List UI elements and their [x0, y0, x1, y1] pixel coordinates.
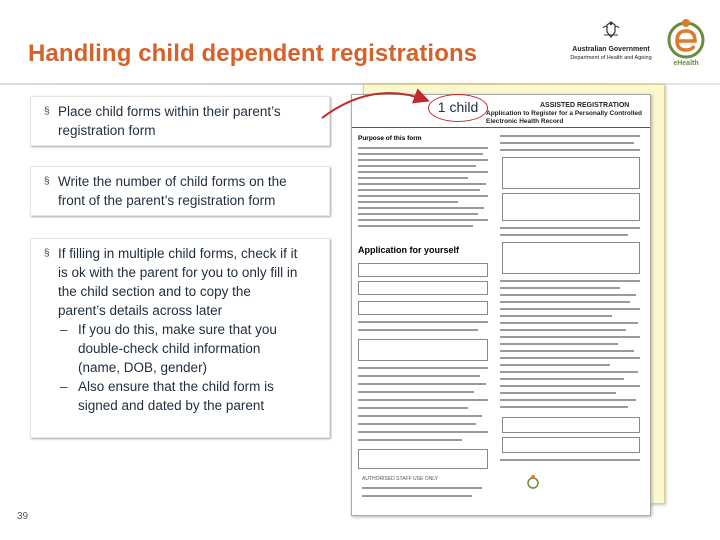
- sub-bullet-line: signed and dated by the parent: [78, 398, 265, 413]
- bullet-marker: §: [44, 248, 50, 259]
- form-text-line: [358, 219, 488, 221]
- form-text-line: [358, 177, 468, 179]
- form-text-line: [500, 149, 640, 151]
- form-text-line: [358, 375, 480, 377]
- form-text-line: [358, 431, 488, 433]
- form-field-box: [358, 449, 488, 469]
- bullet-item: [44, 244, 298, 320]
- form-text-line: [358, 207, 484, 209]
- form-text-line: [358, 165, 476, 167]
- sub-bullet-item: [60, 320, 277, 377]
- form-text-line: [358, 399, 488, 401]
- form-text-line: [358, 407, 468, 409]
- bullet-line: registration form: [58, 123, 156, 138]
- bullet-item: [44, 172, 287, 210]
- form-text-line: [500, 336, 640, 338]
- form-field-box: [502, 242, 640, 274]
- form-text-line: [358, 153, 483, 155]
- sub-bullet-line: double-check child information: [78, 341, 261, 356]
- form-text-line: [500, 385, 640, 387]
- ehealth-e-icon: [664, 16, 708, 60]
- form-text-line: [500, 301, 630, 303]
- form-header-rule: [352, 127, 650, 128]
- form-text-line: [500, 399, 636, 401]
- form-text-line: [500, 459, 640, 461]
- form-text-line: [500, 294, 636, 296]
- bullet-line: the child section and to copy the: [58, 284, 251, 299]
- form-text-line: [358, 367, 488, 369]
- form-field-box: [502, 437, 640, 453]
- form-text-line: [500, 315, 612, 317]
- form-field-box: [358, 281, 488, 295]
- form-field-box: [358, 263, 488, 277]
- registration-form-image: [351, 94, 651, 516]
- form-text-line: [358, 159, 488, 161]
- bullet-marker: §: [44, 176, 50, 187]
- form-text-line: [500, 371, 638, 373]
- form-text-line: [500, 227, 640, 229]
- bullet-box-forms-placement: [30, 96, 330, 146]
- form-text-line: [500, 234, 628, 236]
- form-text-line: [358, 147, 488, 149]
- form-text-line: [500, 392, 616, 394]
- form-text-line: [500, 280, 640, 282]
- form-text-line: [358, 415, 482, 417]
- form-text-line: [500, 322, 638, 324]
- bullet-line: Write the number of child forms on the: [58, 174, 287, 189]
- child-count-label: 1 child: [437, 99, 479, 115]
- sub-bullet-line: If you do this, make sure that you: [78, 322, 277, 337]
- form-text-line: [358, 195, 488, 197]
- form-field-box: [358, 301, 488, 315]
- form-text-line: [358, 423, 476, 425]
- form-text-line: [500, 357, 640, 359]
- form-text-line: [500, 350, 634, 352]
- form-leaf-icon: [527, 475, 539, 505]
- form-field-box: [358, 339, 488, 361]
- slide-title: Handling child dependent registrations: [28, 40, 478, 67]
- page-number: 39: [17, 511, 29, 522]
- bullet-box-multiple-child-forms: [30, 238, 330, 438]
- form-application-yourself-heading: Application for yourself: [358, 245, 460, 255]
- sub-bullet-line: Also ensure that the child form is: [78, 379, 274, 394]
- form-text-line: [500, 329, 626, 331]
- form-text-line: [500, 378, 624, 380]
- form-text-line: [500, 406, 628, 408]
- bullet-line: If filling in multiple child forms, check if it: [58, 246, 298, 261]
- sub-bullet-marker: –: [60, 322, 68, 337]
- form-text-line: [500, 343, 618, 345]
- form-text-line: [358, 321, 488, 323]
- bullet-line: Place child forms within their parent’s: [58, 104, 281, 119]
- bullet-line: parent’s details across later: [58, 303, 223, 318]
- form-text-line: [358, 183, 486, 185]
- australian-government-logo: [566, 20, 656, 72]
- form-text-line: [358, 329, 478, 331]
- form-text-line: [358, 189, 480, 191]
- gov-name: Australian Government: [572, 46, 650, 53]
- form-text-line: [358, 213, 478, 215]
- sub-bullet-line: (name, DOB, gender): [78, 360, 208, 375]
- gov-department: Department of Health and Ageing: [570, 55, 652, 61]
- form-text-line: [500, 142, 634, 144]
- form-field-box: [502, 193, 640, 221]
- bullet-line: front of the parent’s registration form: [58, 193, 276, 208]
- form-text-line: [358, 201, 458, 203]
- form-application-title: Application to Register for a Personally Controlled Electronic Health Record: [486, 110, 643, 125]
- form-authorised-staff-label: AUTHORISED STAFF USE ONLY: [362, 476, 438, 482]
- bullet-item: [44, 102, 281, 140]
- form-text-line: [358, 171, 488, 173]
- form-text-line: [358, 225, 473, 227]
- form-assisted-heading: ASSISTED REGISTRATION: [540, 102, 630, 109]
- bullet-line: is ok with the parent for you to only fill in: [58, 265, 298, 280]
- form-text-line: [358, 391, 474, 393]
- child-count-callout: [428, 94, 488, 122]
- bullet-box-number-of-forms: [30, 166, 330, 216]
- form-text-line: [362, 495, 472, 497]
- ehealth-wordmark: eHealth: [673, 60, 699, 67]
- form-text-line: [358, 383, 486, 385]
- sub-bullet-item: [60, 377, 274, 415]
- form-text-line: [500, 308, 640, 310]
- form-purpose-heading: Purpose of this form: [358, 135, 422, 142]
- form-text-line: [500, 135, 640, 137]
- form-field-box: [502, 157, 640, 189]
- form-text-line: [500, 287, 620, 289]
- ehealth-logo: [664, 16, 708, 72]
- sub-bullet-marker: –: [60, 379, 68, 394]
- form-field-box: [502, 417, 640, 433]
- bullet-marker: §: [44, 106, 50, 117]
- form-text-line: [500, 364, 610, 366]
- form-text-line: [362, 487, 482, 489]
- form-text-line: [358, 439, 462, 441]
- coat-of-arms-icon: [600, 20, 622, 42]
